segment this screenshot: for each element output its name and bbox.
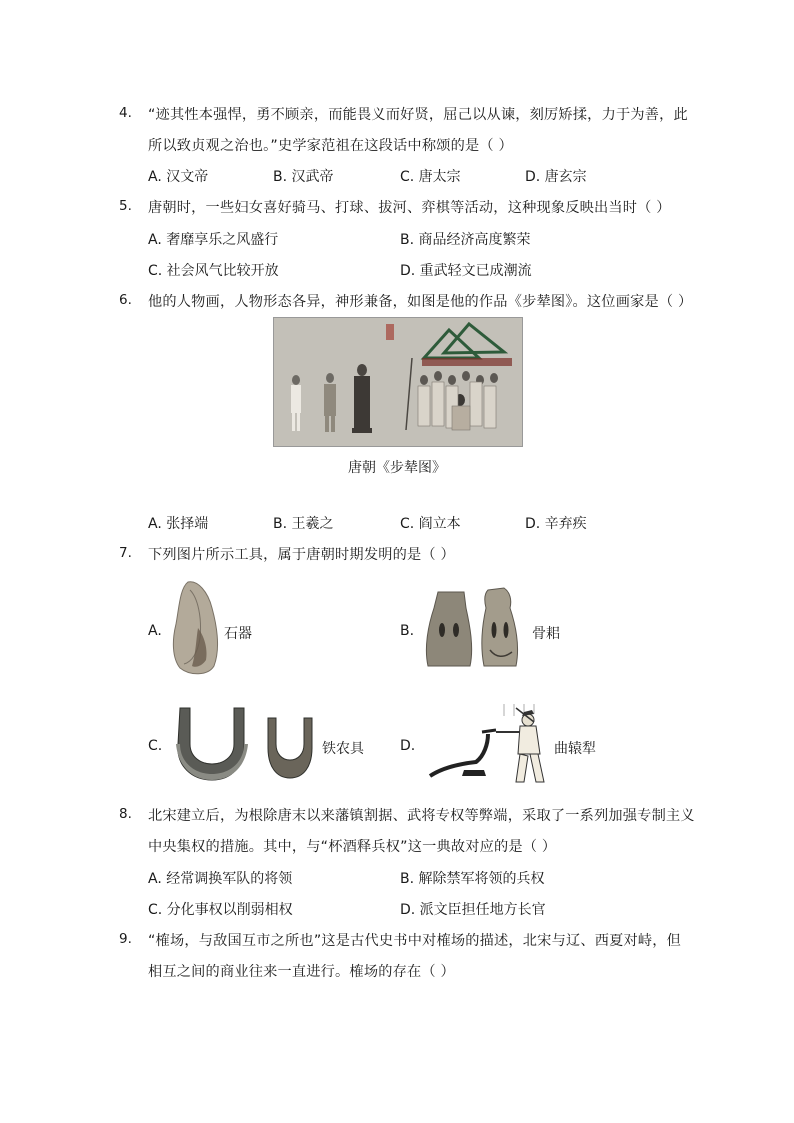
q7-stem-line1: 下列图片所示工具，属于唐朝时期发明的是（ ）: [148, 547, 455, 563]
q7-option-b-label: 骨耜: [532, 626, 560, 642]
q5-option-c[interactable]: C. 社会风气比较开放: [148, 263, 279, 279]
q4-option-c[interactable]: C. 唐太宗: [400, 169, 461, 185]
q6-option-b[interactable]: B. 王羲之: [273, 516, 334, 532]
q8-option-a[interactable]: A. 经常调换军队的将领: [148, 871, 293, 887]
q5-option-d[interactable]: D. 重武轻文已成潮流: [400, 263, 532, 279]
bone-spade-image: [420, 586, 532, 670]
q7-option-a-label: 石器: [224, 626, 252, 642]
q8-stem-line2: 中央集权的措施。其中，与“杯酒释兵权”这一典故对应的是（ ）: [148, 839, 557, 855]
iron-farm-tools-image: [172, 704, 322, 784]
q4-stem-line2: 所以致贞观之治也。”史学家范祖在这段话中称颂的是（ ）: [148, 138, 513, 154]
q4-option-b[interactable]: B. 汉武帝: [273, 169, 334, 185]
q5-option-b[interactable]: B. 商品经济高度繁荣: [400, 232, 531, 248]
q6-option-c[interactable]: C. 阎立本: [400, 516, 461, 532]
q5-option-a[interactable]: A. 奢靡享乐之风盛行: [148, 232, 279, 248]
q6-option-a[interactable]: A. 张择端: [148, 516, 209, 532]
q7-number: 7.: [119, 545, 132, 561]
q8-option-d[interactable]: D. 派文臣担任地方长官: [400, 902, 546, 918]
q8-option-b[interactable]: B. 解除禁军将领的兵权: [400, 871, 545, 887]
q6-stem-line1: 他的人物画，人物形态各异，神形兼备，如图是他的作品《步辇图》。这位画家是（ ）: [148, 294, 693, 310]
q6-number: 6.: [119, 292, 132, 308]
q7-option-a-letter[interactable]: A.: [148, 623, 162, 639]
q6-image-caption: 唐朝《步辇图》: [348, 460, 446, 476]
q4-option-d[interactable]: D. 唐玄宗: [525, 169, 587, 185]
q4-stem-line1: “迹其性本强悍，勇不顾亲，而能畏义而好贤，屈己以从谏，刻厉矫揉，力于为善，此: [148, 107, 688, 123]
q7-option-c-letter[interactable]: C.: [148, 738, 163, 754]
q9-stem-line1: “榷场，与敌国互市之所也”这是古代史书中对榷场的描述，北宋与辽、西夏对峙，但: [148, 933, 682, 949]
q7-option-d-label: 曲辕犁: [554, 741, 596, 757]
q4-option-a[interactable]: A. 汉文帝: [148, 169, 209, 185]
q7-option-d-letter[interactable]: D.: [400, 738, 416, 754]
q5-stem-line1: 唐朝时，一些妇女喜好骑马、打球、拔河、弈棋等活动，这种现象反映出当时（ ）: [148, 200, 671, 216]
q9-stem-line2: 相互之间的商业往来一直进行。榷场的存在（ ）: [148, 964, 455, 980]
q5-number: 5.: [119, 198, 132, 214]
q4-number: 4.: [119, 105, 132, 121]
q8-option-c[interactable]: C. 分化事权以削弱相权: [148, 902, 293, 918]
stone-tool-image: [168, 578, 224, 678]
q9-number: 9.: [119, 931, 132, 947]
bunian-painting-image: [273, 317, 523, 447]
curved-shaft-plough-image: [424, 704, 554, 788]
q8-stem-line1: 北宋建立后，为根除唐末以来藩镇割据、武将专权等弊端，采取了一系列加强专制主义: [148, 808, 695, 824]
q7-option-c-label: 铁农具: [322, 741, 364, 757]
q7-option-b-letter[interactable]: B.: [400, 623, 415, 639]
q8-number: 8.: [119, 806, 132, 822]
q6-option-d[interactable]: D. 辛弃疾: [525, 516, 587, 532]
